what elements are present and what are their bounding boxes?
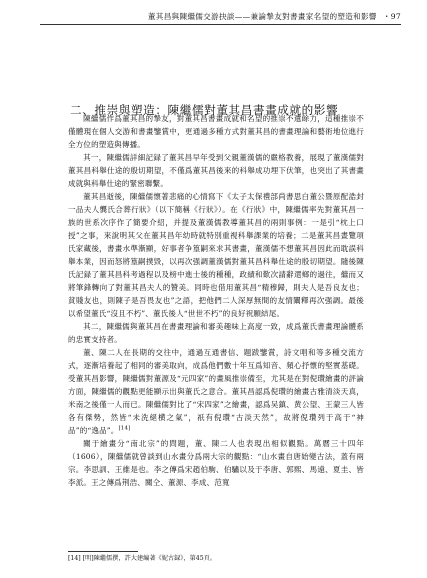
paragraph-text: 董、陳二人在長期的交往中，通過互通書信、題跋鑒賞，詩文唱和等多種交流方式，逐漸培養起了相同的審美取向，成爲他們數十年互爲知音、頻心抒懷的堅實基礎。受董其昌影響，陳繼儒對董源及“元四家”的畫風推崇備至，尤其是在對倪瓚繪畫的評論方面，陳繼儒的觀點更能顯示出與董氏之意合。董其昌認爲倪瓚的繪畫古雅清淡天真，米南之後僅一人而已。陳繼儒對比了“宋四家”之繪畫，認爲吴鎮、黄公望、王蒙三人皆各有傑勢，然皆“未洗絕横之氣”，祇有倪瓚“古淡天然”，故將倪瓚列于高于“神品”的“逸品”。 — [68, 348, 364, 435]
running-title: 董其昌與陳繼儒交游抉談——兼論摯友對書畫家名望的塑造和影響 — [147, 12, 377, 21]
section-title: 二、推崇與塑造：陳繼儒對董其昌書畫成就的影響 — [70, 102, 339, 117]
paragraph: 陳繼儒作爲董其昌的摯友，對董其昌書畫成就和名望的推崇不遺餘力，這種推崇不僅體現在個人交游和書畫鑒賞中，更通過多種方式對董其昌的書畫理論和藝術地位進行全方位的塑造與傳播。 — [68, 114, 364, 149]
paragraph — [68, 346, 364, 437]
running-header — [40, 11, 401, 25]
body-text — [68, 112, 364, 489]
paragraph: 其一，陳繼儒詳細記録了董其昌早年受到父親董漢儒的嚴格教養，展現了董漢儒對董其昌科舉仕途的殷切期望，不僅爲董其昌後來的科舉成功埋下伏筆，也突出了其書畫成就與科舉仕途的緊密聯繫。 — [68, 153, 364, 188]
footnote-divider — [68, 551, 138, 552]
page-number: ・97 — [382, 12, 401, 21]
paragraph: 其二，陳繼儒與董其昌在書畫理論和審美趣味上高度一致，成爲董氏書畫理論體系的忠實支持者。 — [68, 322, 364, 344]
paragraph: 董其昌逝後，陳繼儒懷著悲痛的心情寫下《太子太保禮部尚書思白董公暨原配誥封一品夫人龔氏合葬行狀》（以下簡稱《行狀》）。在《行狀》中，陳繼儒率先對董其昌一族的世系次序作了簡要介紹，并提及董漢儒教導董其昌的兩則事例：一是引“枕上口授”之事，來說明其父在董其昌年幼時就特別重視科舉課業的培養；二是董其昌晝覽項氏家藏後，書畫水準漸顯，好事者争篁嗣來求其書畫，董漢儒不想董其昌因此而耽誤科舉本業，因而怒將篁嗣撲毀，以再次强調董漢儒對董其昌科舉仕途的殷切期望。隨後陳氏記録了董其昌科考過程以及榜中進士後的種種，政績和歎次請辭還鄉的過往，繼而又將筆鋒轉向了對董其昌夫人的贊美。同時也借用董其昌“精穆歸，則夫人是吾良友也；貧賤友也，則陳子是吾畏友也”之語，把他們二人深厚無間的友情闡釋再次强調。最後以希望董氏“沒且不朽”、董氏後人“世世不朽”的良好祝願結尾。 — [68, 192, 364, 318]
paragraph: 關于繪畫分“南北宗”的問題，董、陳二人也表現出相似觀點。萬曆三十四年（1606），陳繼儒就曾談到山水畫分爲兩大宗的觀點：“山水畫自唐始變古法，蓋有兩宗。李思訓、王維是也。李之傳爲宋趙伯駒、伯驌以及于李唐、郭熙、馬遠、夏圭、皆李派。王之傳爲荆浩、關仝、董源、李成、范寬 — [68, 439, 364, 487]
footnote: [14] [明]陳繼儒撰，許大建編著《妮古録》，第45頁。 — [68, 555, 217, 562]
footnote-marker[interactable]: [14] — [118, 425, 131, 432]
